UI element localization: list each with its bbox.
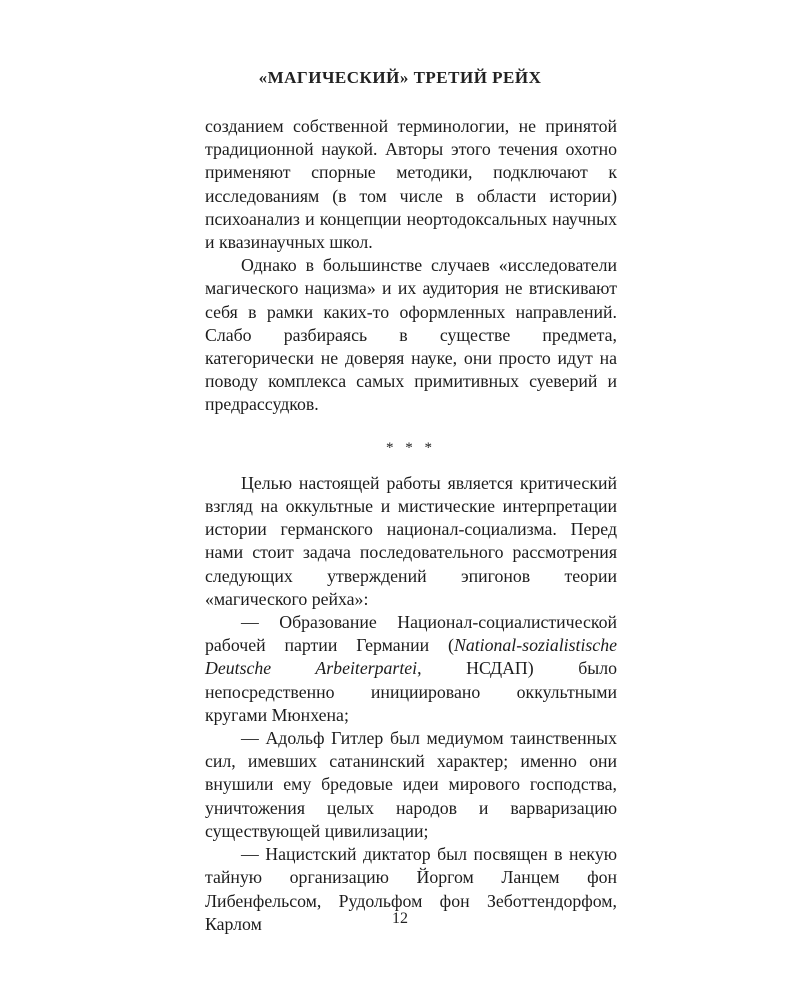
paragraph: Однако в большинстве случаев «исследователи магического нацизма» и их аудитория не втискивают себя в рамки каких-то оформленных направлений. Слабо разбираясь в существе предмета, категорически не доверяя науке, они просто идут на поводу комплекса самых примитивных суеверий и предрассудков. (205, 255, 617, 415)
section-separator: * * * (386, 439, 436, 456)
body-text (205, 115, 617, 936)
list-item-text-end: , НСДАП) было непосредственно инициировано оккультными кругами Мюнхена; (205, 658, 617, 725)
paragraph: Целью настоящей работы является критический взгляд на оккультные и мистические интерпретации истории германского национал-социализма. Перед нами стоит задача последовательного рассмотрения следующих утверждений эпигонов теории «магического рейха»: (205, 472, 617, 609)
list-item-text-start: — Образование Национал-социалистической рабочей партии Германии ( (205, 612, 617, 656)
list-item-italic-term: National-sozialistische Deutsche Arbeiterpartei (205, 635, 617, 679)
running-header-title: «МАГИЧЕСКИЙ» ТРЕТИЙ РЕЙХ (258, 68, 542, 87)
list-item (205, 611, 617, 727)
paragraph-continuation: созданием собственной терминологии, не принятой традиционной наукой. Авторы этого течения охотно применяют спорные методики, подключают к исследованиям (в том числе в области истории) психоанализ и концепции неортодоксальных научных и квазинаучных школ. (205, 116, 617, 253)
list-item: — Адольф Гитлер был медиумом таинственных сил, имевших сатанинский характер; именно они внушили ему бредовые идеи мирового господства, уничтожения целых народов и варваризацию существующей цивилизации; (205, 728, 617, 841)
list-item: — Нацистский диктатор был посвящен в некую тайную организацию Йоргом Ланцем фон Либенфельсом, Рудольфом фон Зеботтендорфом, Карлом (205, 844, 617, 934)
page-number: 12 (392, 910, 408, 927)
